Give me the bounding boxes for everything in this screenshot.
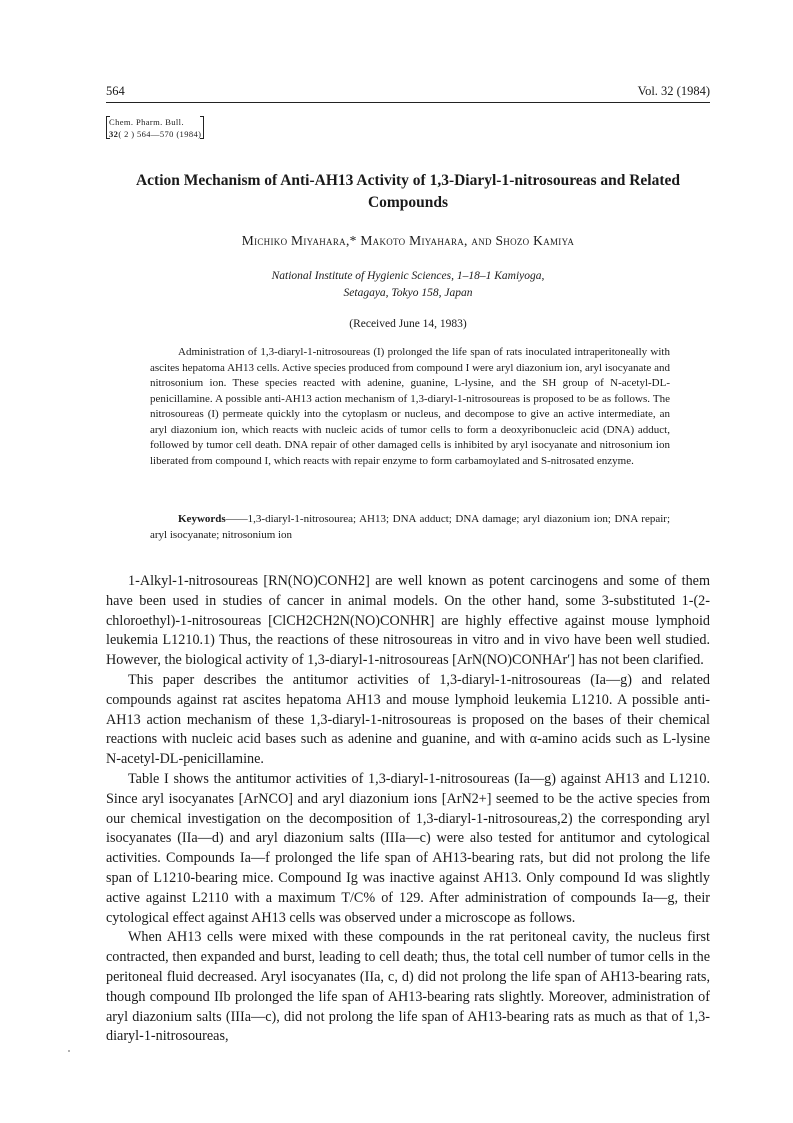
abstract: Administration of 1,3-diaryl-1-nitrosoureas (I) prolonged the life span of rats inoculated intraperitoneally with ascites hepatoma AH13 cells. Active species produced from compound I were aryl diazonium ion, aryl isocyanate and nitrosonium ion. These species reacted with adenine, guanine, L-lysine, and the SH group of N-acetyl-DL-penicillamine. A possible anti-AH13 action mechanism of 1,3-diaryl-1-nitrosoureas is proposed to be as follows. The nitrosoureas (I) permeate quickly into the cytoplasm or nucleus, and decompose to give an active intermediate, an aryl diazonium ion, which reacts with nucleic acids of tumor cells to form a deoxyribonucleic acid (DNA) adduct, followed by tumor cell death. DNA repair of other damaged cells is inhibited by aryl isocyanate and nitrosonium ion liberated from compound I, which reacts with repair enzyme to form carbamoylated and S-nitrosated enzyme. [150,346,670,467]
body-paragraph-2: This paper describes the antitumor activities of 1,3-diaryl-1-nitrosoureas (Ia—g) and related compounds against rat ascites hepatoma AH13 and mouse lymphoid leukemia L1210. A possible anti-AH13 action mechanism of these 1,3-diaryl-1-nitrosoureas is proposed on the bases of their chemical reactions with nucleic acid bases such as adenine and guanine, and with α-amino acids such as L-lysine N-acetyl-DL-penicillamine. [106,671,710,768]
body-text [106,572,710,1047]
keywords-dash: —— [225,513,248,525]
keywords-text: 1,3-diaryl-1-nitrosourea; AH13; DNA adduct; DNA damage; aryl diazonium ion; DNA repair; aryl isocyanate; nitrosonium ion [150,513,670,541]
affiliation-line-2: Setagaya, Tokyo 158, Japan [343,287,473,299]
affiliation-line-1: National Institute of Hygienic Sciences, 1–18–1 Kamiyoga, [271,270,545,282]
keywords-label: Keywords [178,513,226,525]
body-paragraph-3: Table I shows the antitumor activities of 1,3-diaryl-1-nitrosoureas (Ia—g) against AH13 and L1210. Since aryl isocyanates [ArNCO] and aryl diazonium ions [ArN2+] seemed to be the active species from our chemical investigation on the decomposition of 1,3-diaryl-1-nitrosoureas,2) the corresponding aryl isocyanates (IIa—d) and aryl diazonium salts (IIIa—c) were also tested for antitumor and cytological activities. Compounds Ia—f prolonged the life span of AH13-bearing rats, but did not prolong the life span of L1210-bearing mice. Compound Ig was inactive against AH13. Only compound Id was slightly active against L2110 with a maximum T/C% of 129. After administration of compounds Ia—g, their cytological effect against AH13 cells was observed under a microscope as follows. [106,770,710,926]
page-number: 564 [106,84,125,98]
paper-title: Action Mechanism of Anti-AH13 Activity of 1,3-Diaryl-1-nitrosoureas and Related Compounds [135,172,681,211]
author-list: Michiko Miyahara,* Makoto Miyahara, and Shozo Kamiya [241,233,575,248]
citation-volume: 32 [109,129,119,139]
keywords [150,512,670,543]
scan-speck [68,1050,70,1052]
affiliation [106,268,710,302]
body-paragraph-1: 1-Alkyl-1-nitrosoureas [RN(NO)CONH2] are well known as potent carcinogens and some of them have been used in studies of cancer in animal models. On the other hand, some 3-substituted 1-(2-chloroethyl)-1-nitrosoureas [ClCH2CH2N(NO)CONHR] are highly effective against mouse lymphoid leukemia L1210.1) Thus, the reactions of these nitrosoureas in vitro and in vivo have been well studied. However, the biological activity of 1,3-diaryl-1-nitrosoureas [ArN(NO)CONHAr′] has not been clarified. [106,573,710,669]
citation-details-line [109,128,201,140]
volume-label: Vol. 32 (1984) [637,84,710,98]
citation-details: ( 2 ) 564—570 (1984) [118,129,202,139]
received-date: (Received June 14, 1983) [349,318,467,330]
header-rule [106,102,710,103]
citation-box [106,116,204,140]
body-paragraph-4: When AH13 cells were mixed with these compounds in the rat peritoneal cavity, the nucleus first contracted, then expanded and burst, leading to cell death; thus, the total cell number of tumor cells in the peritoneal fluid decreased. Aryl isocyanates (IIa, c, d) did not prolong the life span of AH13-bearing rats, though compound IIb prolonged the life span of AH13-bearing rats slightly. Moreover, administration of aryl diazonium salts (IIIa—c), did not prolong the life span of AH13-bearing rats as much as that of 1,3-diaryl-1-nitrosoureas, [106,929,710,1045]
citation-journal: Chem. Pharm. Bull. [109,117,184,127]
